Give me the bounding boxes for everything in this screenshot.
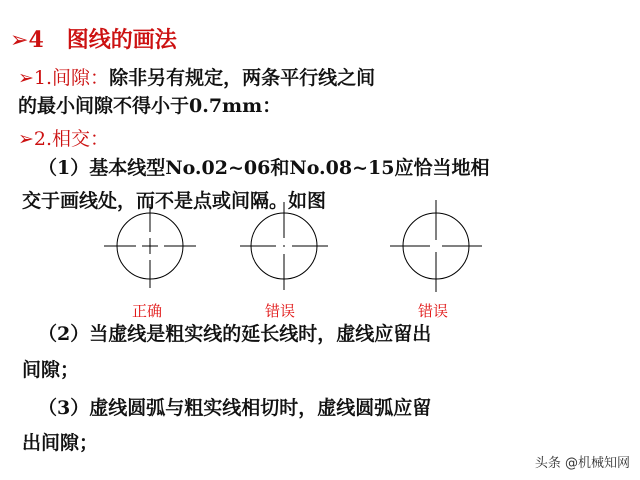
item1-label: 1.间隙： — [33, 67, 110, 89]
title-text: 图线的画法 — [66, 27, 177, 53]
sub2-line1: （2）当虚线是粗实线的延长线时，虚线应留出 — [38, 323, 432, 345]
sub2-line2: 间隙； — [22, 359, 80, 381]
sub3-line2: 出间隙； — [22, 432, 99, 454]
caption-correct: 正确 — [132, 302, 163, 320]
figure-wrong-1 — [240, 202, 328, 290]
sub1-line2: 交于画线处，而不是点或间隔。如图 — [22, 190, 327, 212]
arrow-bullet-icon: ➢ — [10, 28, 29, 53]
item2-label: 2.相交： — [33, 128, 110, 150]
watermark: 头条 @机械知网 — [534, 456, 630, 471]
item1-text-1: 除非另有规定，两条平行线之间 — [109, 67, 376, 89]
caption-wrong-2: 错误 — [418, 302, 449, 320]
sub1-line1: （1）基本线型No.02~06和No.08~15应恰当地相 — [38, 157, 490, 179]
figure-correct — [104, 204, 196, 288]
figure-wrong-2 — [390, 200, 482, 292]
item1-text-2: 的最小间隙不得小于0.7mm： — [18, 95, 282, 117]
sub3-line1: （3）虚线圆弧与粗实线相切时，虚线圆弧应留 — [38, 397, 432, 419]
caption-wrong-1: 错误 — [265, 302, 296, 320]
title-number: 4 — [28, 27, 44, 53]
arrow-bullet-icon: ➢ — [18, 128, 34, 150]
arrow-bullet-icon: ➢ — [18, 67, 34, 89]
